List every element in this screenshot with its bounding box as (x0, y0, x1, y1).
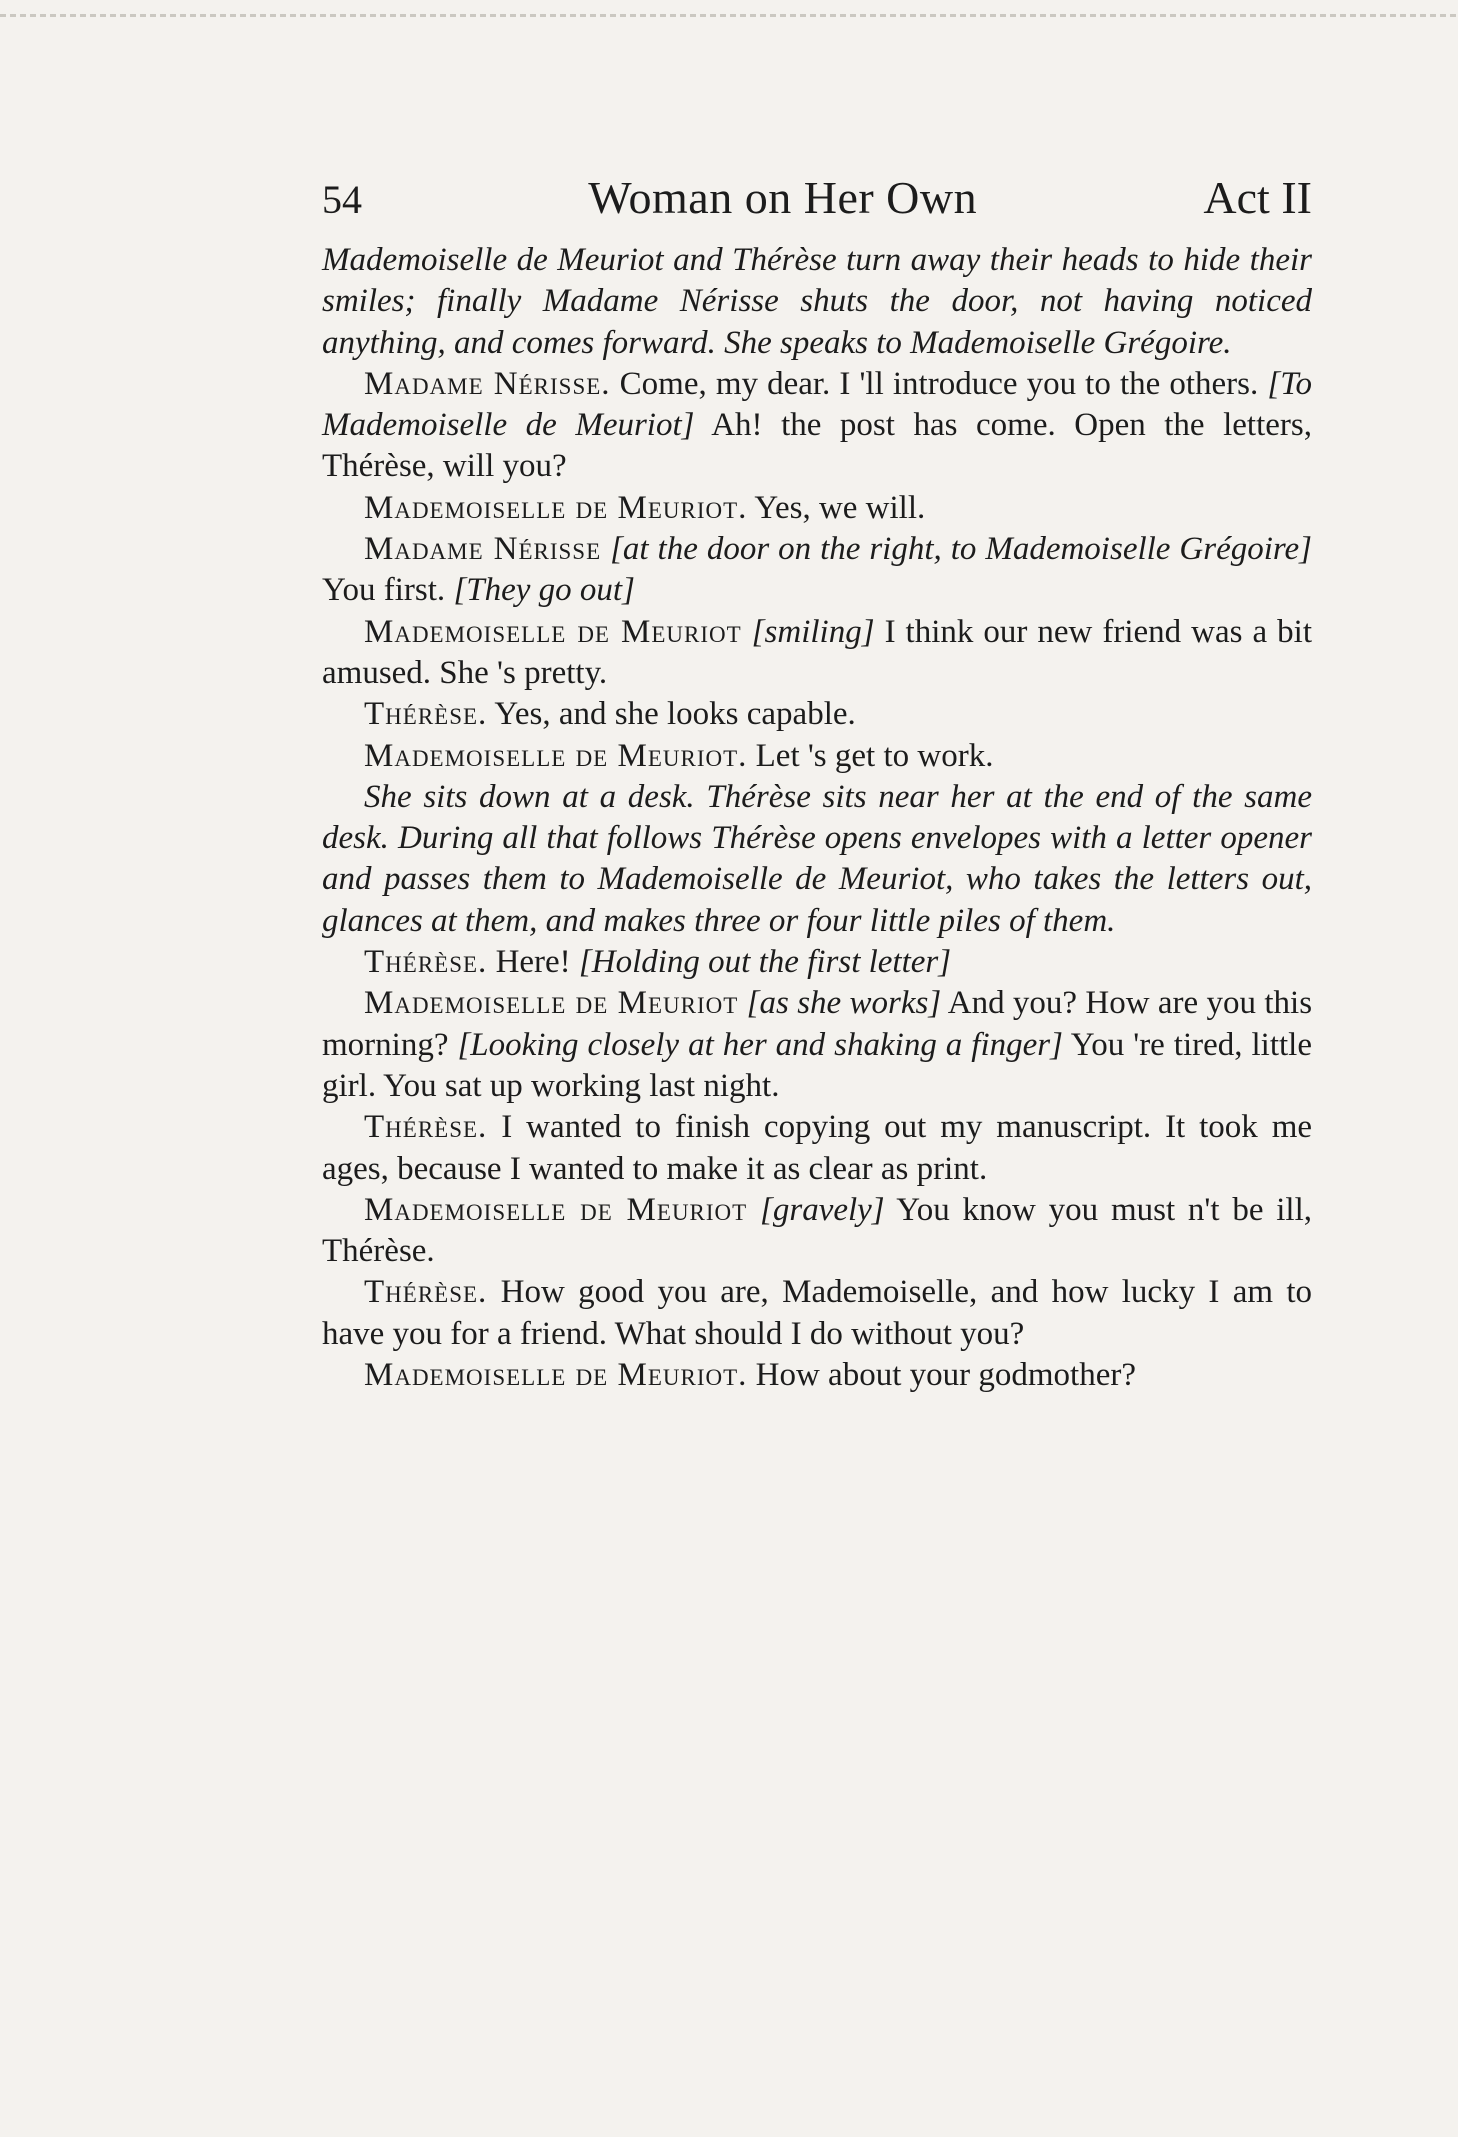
speech-paragraph (322, 488, 1312, 529)
speech-paragraph (322, 364, 1312, 488)
stage-direction-inline: [at the door on the right, to Mademoiselle Grégoire] (610, 531, 1312, 568)
speaker-name: Mademoiselle de Meuriot. (364, 489, 748, 526)
scanned-page-edge (0, 14, 1458, 17)
speech-paragraph (322, 1190, 1312, 1273)
speaker-name: Mademoiselle de Meuriot (364, 1191, 748, 1228)
dialogue-text: Ah! the post has come. Open the letters, Thérèse, will you? (322, 407, 1312, 485)
dialogue-text: And you? How are you this morning? (322, 985, 1313, 1063)
speech-paragraph (322, 983, 1312, 1107)
stage-direction-inline: [Holding out the first letter] (578, 944, 952, 981)
speaker-name: Mademoiselle de Meuriot (364, 613, 742, 650)
stage-direction-inline: [gravely] (760, 1191, 885, 1228)
dialogue-text: You 're tired, little girl. You sat up working last night. (322, 1026, 1313, 1104)
running-header (322, 168, 1312, 240)
speech-paragraph (322, 529, 1312, 612)
speaker-name: Mademoiselle de Meuriot (364, 985, 739, 1022)
running-title: Woman on Her Own (588, 172, 978, 223)
speech-paragraph (322, 942, 1312, 983)
speech-paragraph (322, 736, 1312, 777)
dialogue-text: You know you must n't be ill, Thérèse. (322, 1191, 1313, 1270)
speech-paragraph (322, 694, 1312, 735)
speaker-name: Thérèse. (364, 696, 488, 733)
page-text (322, 168, 1312, 1396)
page-number: 54 (322, 177, 362, 222)
dialogue-text: Come, my dear. I 'll introduce you to the others. (619, 365, 1259, 402)
stage-direction: She sits down at a desk. Thérèse sits near her at the end of the same desk. During all that follows Thérèse opens envelopes with a letter opener and passes them to Mademoiselle de Meuriot, who takes the letters out, glances at them, and makes three or four little piles of them. (322, 778, 1312, 939)
speaker-name: Madame Nérisse (364, 531, 602, 568)
speaker-name: Mademoiselle de Meuriot. (364, 737, 748, 774)
speech-paragraph (322, 1355, 1312, 1396)
dialogue-text: You first. (322, 572, 446, 609)
act-label: Act II (1203, 172, 1312, 223)
speaker-name: Madame Nérisse. (364, 365, 611, 402)
speaker-name: Mademoiselle de Meuriot. (364, 1357, 748, 1394)
speaker-name: Thérèse. (364, 944, 488, 981)
stage-direction-inline: [Looking closely at her and shaking a finger] (457, 1026, 1063, 1063)
speech-paragraph (322, 1272, 1312, 1355)
stage-direction-inline: [They go out] (453, 572, 635, 609)
dialogue-text: Here! (495, 944, 571, 981)
stage-direction-inline: [smiling] (751, 613, 875, 650)
dialogue-text: I wanted to finish copying out my manuscript. It took me ages, because I wanted to make it as clear as print. (322, 1109, 1313, 1187)
stage-direction: Mademoiselle de Meuriot and Thérèse turn away their heads to hide their smiles; finally Madame Nérisse shuts the door, not having noticed anything, and comes forward. She speaks to Mademoiselle Grégoire. (322, 242, 1312, 361)
speaker-name: Thérèse. (364, 1274, 488, 1311)
dialogue-text: I think our new friend was a bit amused. She 's pretty. (322, 613, 1313, 691)
dialogue-text: Yes, and she looks capable. (494, 696, 856, 733)
dialogue-text: How about your godmother? (755, 1357, 1136, 1394)
stage-direction-inline: [To Mademoiselle de Meuriot] (322, 365, 1313, 444)
speaker-name: Thérèse. (364, 1109, 488, 1146)
dialogue-text: Yes, we will. (754, 489, 926, 526)
dialogue-text: Let 's get to work. (755, 737, 994, 774)
stage-direction-inline: [as she works] (746, 985, 942, 1022)
speech-paragraph (322, 1107, 1312, 1190)
dialogue-text: How good you are, Mademoiselle, and how lucky I am to have you for a friend. What should I do without you? (322, 1274, 1312, 1352)
speech-paragraph (322, 612, 1312, 695)
